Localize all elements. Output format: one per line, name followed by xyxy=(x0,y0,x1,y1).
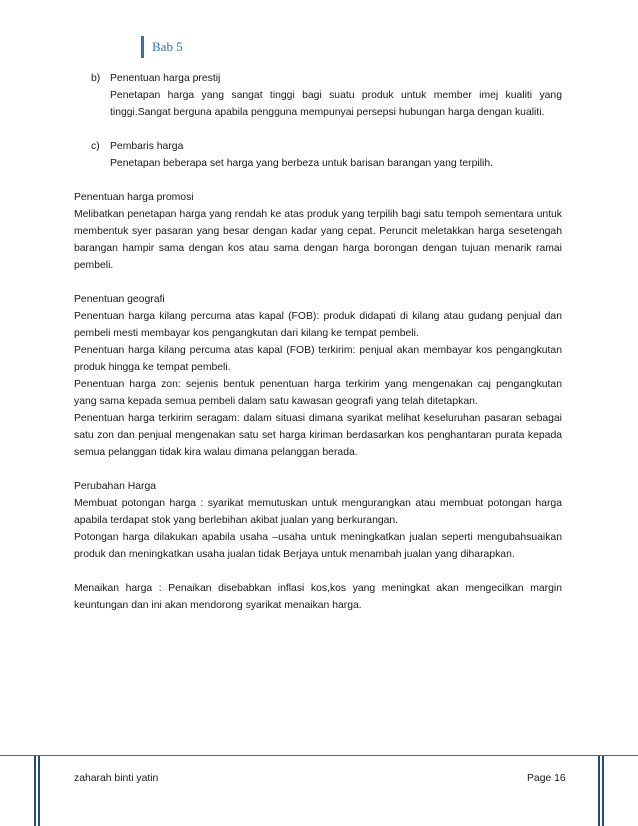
paragraph: Penentuan harga kilang percuma atas kapal (FOB): produk didapati di kilang atau gudang penjual dan pembeli mesti membayar kos pengangkutan dari kilang ke tempat pembeli. xyxy=(74,311,562,339)
list-item-body: Penetapan harga yang sangat tinggi bagi suatu produk untuk member imej kualiti yang tinggi.Sangat berguna apabila pengguna mempunyai persepsi hubungan harga dengan kualiti. xyxy=(110,90,562,118)
footer-right-bar xyxy=(598,756,604,826)
footer-left-bar xyxy=(34,756,40,826)
list-marker: c) xyxy=(91,141,100,152)
header-accent-bar xyxy=(141,36,144,58)
section-heading: Penentuan harga promosi xyxy=(74,192,194,203)
chapter-header xyxy=(141,36,183,58)
section-perubahan-harga xyxy=(74,478,562,563)
paragraph: Penentuan harga kilang percuma atas kapal (FOB) terkirim: penjual akan membayar kos pengangkutan produk hingga ke tempat pembeli. xyxy=(74,345,562,373)
section-heading: Perubahan Harga xyxy=(74,481,157,492)
footer-page-number: Page 16 xyxy=(527,773,566,784)
footer-rule xyxy=(0,755,638,756)
paragraph: Membuat potongan harga : syarikat memutuskan untuk mengurangkan atau membuat potongan harga apabila terdapat stok yang berlebihan akibat jualan yang berkurangan. xyxy=(74,498,562,526)
paragraph: Penentuan harga terkirim seragam: dalam situasi dimana syarikat melihat keseluruhan pasaran sebagai satu zon dan penjual mengenakan satu set harga kiriman berdasarkan kos penghantaran purata kepada semua pelanggan tidak kira walau dimana pelanggan berada. xyxy=(74,413,562,458)
section-promosi xyxy=(74,189,562,274)
list-item-body: Penetapan beberapa set harga yang berbeza untuk barisan barangan yang terpilih. xyxy=(110,158,494,169)
list-item-title: Penentuan harga prestij xyxy=(110,73,221,84)
section-heading: Penentuan geografi xyxy=(74,294,165,305)
list-item-b xyxy=(74,70,562,121)
list-item-c xyxy=(74,138,562,172)
chapter-label: Bab 5 xyxy=(152,39,183,54)
paragraph: Potongan harga dilakukan apabila usaha –usaha untuk meningkatkan jualan seperti mengubahsuaikan produk dan meningkatkan usaha jualan tidak Berjaya untuk menambah jualan yang diharapkan. xyxy=(74,532,562,560)
section-menaikan-harga xyxy=(74,580,562,614)
section-geografi xyxy=(74,291,562,461)
list-marker: b) xyxy=(91,73,101,84)
paragraph: Penentuan harga zon: sejenis bentuk penentuan harga terkirim yang mengenakan caj pengangkutan yang sama kepada semua pembeli dalam satu kawasan geografi yang telah ditetapkan. xyxy=(74,379,562,407)
footer-author: zaharah binti yatin xyxy=(74,773,159,784)
paragraph: Menaikan harga : Penaikan disebabkan inflasi kos,kos yang meningkat akan mengecilkan margin keuntungan dan ini akan mendorong syarikat menaikan harga. xyxy=(74,583,562,611)
paragraph: Melibatkan penetapan harga yang rendah ke atas produk yang terpilih bagi satu tempoh sementara untuk membentuk syer pasaran yang besar dengan kadar yang cepat. Peruncit meletakkan harga sesetengah barangan hampir sama dengan kos atau sama dengan harga borongan dengan tujuan menarik ramai pembeli. xyxy=(74,209,562,271)
document-body xyxy=(74,70,562,614)
list-item-title: Pembaris harga xyxy=(110,141,184,152)
